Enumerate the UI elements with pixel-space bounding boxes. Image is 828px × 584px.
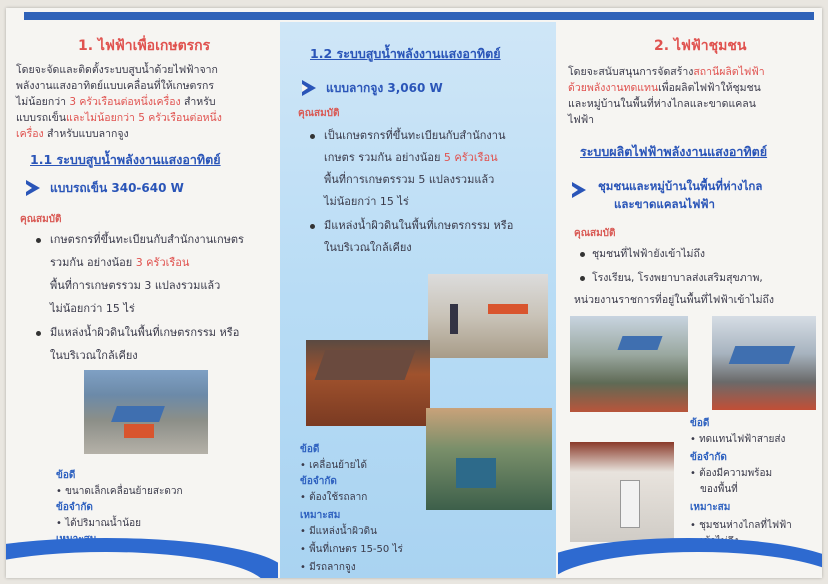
- solar-array-shape: [315, 350, 416, 380]
- panel3-section-title: ระบบผลิตไฟฟ้าพลังงานแสงอาทิตย์: [580, 144, 768, 159]
- cabinet-shape: [620, 480, 640, 528]
- panel1-intro-line2: พลังงานแสงอาทิตย์แบบเคลื่อนที่ให้เกษตรกร: [16, 80, 215, 92]
- panel3-cons-line1: • ต้องมีความพร้อม: [690, 468, 773, 479]
- panel1-cons-label: ข้อจำกัด: [56, 502, 93, 513]
- panel2-cons: • ต้องใช้รถลาก: [300, 492, 368, 503]
- panel3-cons-label: ข้อจำกัด: [690, 452, 727, 463]
- panel1-feature1-line4: ไม่น้อยกว่า 15 ไร่: [50, 302, 135, 315]
- panel1-section-title: 1.1 ระบบสูบน้ำพลังงานแสงอาทิตย์: [30, 152, 221, 167]
- photo-site-workers: [428, 274, 548, 358]
- panel3-intro-line1: โดยจะสนับสนุนการจัดสร้างสถานีผลิตไฟฟ้า: [568, 66, 765, 78]
- panel2-features-label: คุณสมบัติ: [298, 108, 340, 119]
- panel2-section-title: 1.2 ระบบสูบน้ำพลังงานแสงอาทิตย์: [310, 46, 501, 61]
- bullet-icon: [36, 238, 41, 243]
- panel1-feature1-line2: รวมกัน อย่างน้อย 3 ครัวเรือน: [50, 256, 190, 269]
- bullet-icon: [310, 134, 315, 139]
- photo-school-solar: [570, 316, 688, 412]
- panel2-cons-label: ข้อจำกัด: [300, 476, 337, 487]
- panel2-feature1-line2: เกษตร รวมกัน อย่างน้อย 5 ครัวเรือน: [324, 151, 498, 164]
- panel2-suit1: • มีแหล่งน้ำผิวดิน: [300, 526, 377, 537]
- brochure-sheet: [6, 8, 822, 578]
- trailer-shape: [488, 304, 528, 314]
- arrow-icon: [572, 182, 586, 198]
- panel1-feature2-line1: มีแหล่งน้ำผิวดินในพื้นที่เกษตรกรรม หรือ: [50, 326, 240, 339]
- panel3-title: 2. ไฟฟ้าชุมชน: [654, 38, 747, 54]
- photo-towed-trailer: [306, 340, 430, 426]
- photo-solar-station: [712, 316, 816, 410]
- panel3-suit-label: เหมาะสม: [690, 502, 731, 513]
- panel1-feature1-line1: เกษตรกรที่ขึ้นทะเบียนกับสำนักงานเกษตร: [50, 233, 244, 246]
- panel3-features-label: คุณสมบัติ: [574, 228, 616, 239]
- panel2-feature2-line2: ในบริเวณใกล้เคียง: [324, 241, 412, 254]
- photo-cart-pump: [84, 370, 208, 454]
- panel1-feature1-line3: พื้นที่การเกษตรรวม 3 แปลงรวมแล้ว: [50, 279, 221, 292]
- panel3-subtype-line2: และขาดแคลนไฟฟ้า: [614, 197, 715, 211]
- cart-shape: [124, 424, 154, 438]
- panel3-subtype-line1: ชุมชนและหมู่บ้านในพื้นที่ห่างไกล: [598, 179, 763, 193]
- panel1-cons: • ได้ปริมาณน้ำน้อย: [56, 518, 141, 529]
- bullet-icon: [310, 224, 315, 229]
- panel2-feature1-line4: ไม่น้อยกว่า 15 ไร่: [324, 195, 409, 208]
- panel1-title: 1. ไฟฟ้าเพื่อเกษตรกร: [78, 38, 211, 54]
- panel1-intro-line1: โดยจะจัดและติดตั้งระบบสูบน้ำด้วยไฟฟ้าจาก: [16, 64, 218, 76]
- photo-inverter-room: [570, 442, 674, 542]
- panel1-subtype: แบบรถเข็น 340-640 W: [50, 181, 184, 195]
- panel2-suit2: • พื้นที่เกษตร 15-50 ไร่: [300, 544, 403, 555]
- panel3-feature2-line1: โรงเรียน, โรงพยาบาลส่งเสริมสุขภาพ,: [592, 272, 763, 284]
- panel1-pros-label: ข้อดี: [56, 470, 76, 481]
- panel-farmers: [6, 22, 278, 578]
- panel2-pros-label: ข้อดี: [300, 444, 320, 455]
- panel2-suit-label: เหมาะสม: [300, 510, 341, 521]
- bullet-icon: [580, 252, 585, 257]
- panel3-intro-line4: ไฟฟ้า: [568, 114, 595, 126]
- panel-towed-pump: [280, 22, 556, 578]
- panel3-intro-line2: ด้วยพลังงานทดแทนเพื่อผลิตไฟฟ้าให้ชุมชน: [568, 82, 761, 94]
- panel1-intro-line3: ไม่น้อยกว่า 3 ครัวเรือนต่อหนึ่งเครื่อง สำหรับ: [16, 96, 216, 108]
- top-accent-bar: [24, 12, 814, 20]
- panel3-intro-line3: และหมู่บ้านในพื้นที่ห่างไกลและขาดแคลน: [568, 98, 756, 110]
- pump-shape: [456, 458, 496, 488]
- panel2-feature2-line1: มีแหล่งน้ำผิวดินในพื้นที่เกษตรกรรม หรือ: [324, 219, 514, 232]
- worker-shape: [450, 304, 458, 334]
- panel3-suit1-line1: • ชุมชนห่างไกลที่ไฟฟ้า: [690, 520, 792, 531]
- panel3-feature2-line2: หน่วยงานราชการที่อยู่ในพื้นที่ไฟฟ้าเข้าไม่ถึง: [574, 294, 775, 306]
- panel3-pros: • ทดแทนไฟฟ้าสายส่ง: [690, 434, 786, 445]
- panel1-feature2-line2: ในบริเวณใกล้เคียง: [50, 349, 138, 362]
- solar-panel-shape: [111, 406, 165, 422]
- solar-panel-shape: [729, 346, 796, 364]
- panel1-features-label: คุณสมบัติ: [20, 214, 62, 225]
- bullet-icon: [36, 331, 41, 336]
- panel3-cons-line2: ของพื้นที่: [700, 484, 738, 495]
- panel2-subtype: แบบลากจูง 3,060 W: [326, 81, 443, 95]
- panel2-suit3: • มีรถลากจูง: [300, 562, 356, 573]
- solar-panel-shape: [617, 336, 662, 350]
- panel2-feature1-line3: พื้นที่การเกษตรรวม 5 แปลงรวมแล้ว: [324, 173, 495, 186]
- panel2-pros: • เคลื่อนย้ายได้: [300, 460, 368, 471]
- panel3-feature1: ชุมชนที่ไฟฟ้ายังเข้าไม่ถึง: [592, 248, 705, 260]
- panel1-pros: • ขนาดเล็กเคลื่อนย้ายสะดวก: [56, 486, 183, 497]
- arrow-icon: [302, 80, 316, 96]
- panel3-pros-label: ข้อดี: [690, 418, 710, 429]
- photo-water-pump-site: [426, 408, 552, 510]
- bullet-icon: [580, 276, 585, 281]
- panel-community-power: [558, 22, 822, 578]
- arrow-icon: [26, 180, 40, 196]
- panel1-intro-line4: แบบรถเข็นและไม่น้อยกว่า 5 ครัวเรือนต่อหนึ่ง: [16, 112, 222, 124]
- panel2-feature1-line1: เป็นเกษตรกรที่ขึ้นทะเบียนกับสำนักงาน: [324, 129, 506, 142]
- panel1-intro-line5: เครื่อง สำหรับแบบลากจูง: [16, 128, 129, 140]
